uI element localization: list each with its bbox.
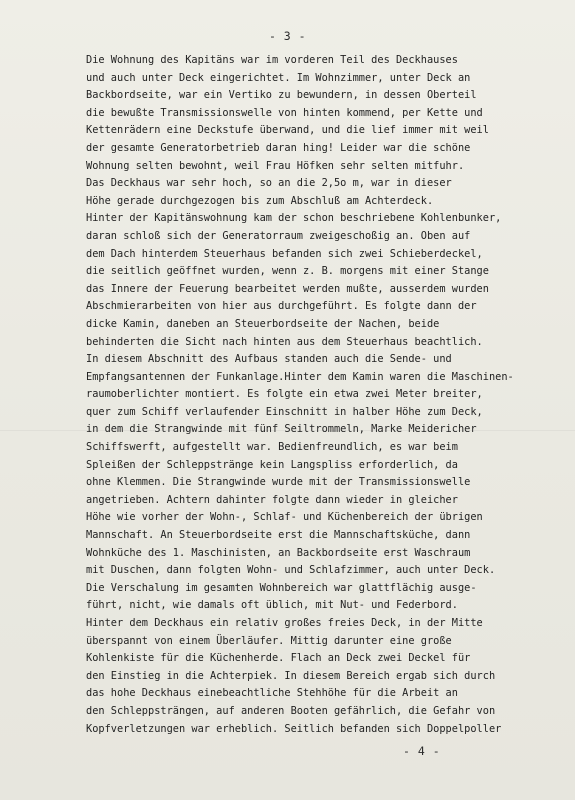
text-line: Das Deckhaus war sehr hoch, so an die 2,5o m, war in dieser	[86, 177, 452, 190]
text-line: und auch unter Deck eingerichtet. Im Wohnzimmer, unter Deck an	[86, 71, 471, 84]
page-number-bottom: - 4 -	[403, 744, 441, 758]
text-line: Die Wohnung des Kapitäns war im vorderen Teil des Deckhauses	[86, 54, 458, 66]
text-line: Empfangsantennen der Funkanlage.Hinter dem Kamin waren die Maschinen-	[86, 370, 514, 383]
body-text	[86, 52, 566, 738]
text-line: Die Verschalung im gesamten Wohnbereich war glattflächig ausge-	[86, 581, 477, 594]
text-line: dicke Kamin, daneben an Steuerbordseite der Nachen, beide	[86, 317, 440, 330]
text-line: Kohlenkiste für die Küchenherde. Flach an Deck zwei Deckel für	[86, 652, 471, 665]
text-line: In diesem Abschnitt des Aufbaus standen auch die Sende- und	[86, 353, 452, 366]
text-line: der gesamte Generatorbetrieb daran hing! Leider war die schöne	[86, 141, 471, 154]
text-line: Abschmierarbeiten von hier aus durchgeführt. Es folgte dann der	[86, 300, 477, 313]
text-line: quer zum Schiff verlaufender Einschnitt in halber Höhe zum Deck,	[86, 405, 483, 418]
text-line: Backbordseite, war ein Vertiko zu bewundern, in dessen Oberteil	[86, 89, 477, 102]
text-line: führt, nicht, wie damals oft üblich, mit Nut- und Federbord.	[86, 599, 458, 612]
text-line: Spleißen der Schleppstränge kein Langspliss erforderlich, da	[86, 458, 458, 471]
text-line: die seitlich geöffnet wurden, wenn z. B. morgens mit einer Stange	[86, 265, 489, 278]
text-line: Hinter dem Deckhaus ein relativ großes freies Deck, in der Mitte	[86, 617, 483, 629]
text-line: dem Dach hinterdem Steuerhaus befanden sich zwei Schieberdeckel,	[86, 247, 483, 260]
text-line: Schiffswerft, aufgestellt war. Bedienfreundlich, es war beim	[86, 441, 458, 454]
text-line: Hinter der Kapitänswohnung kam der schon beschriebene Kohlenbunker,	[86, 212, 502, 225]
text-line: den Einstieg in die Achterpiek. In diesem Bereich ergab sich durch	[86, 669, 496, 682]
text-line: behinderten die Sicht nach hinten aus dem Steuerhaus beachtlich.	[86, 335, 483, 348]
text-line: Wohnküche des 1. Maschinisten, an Backbordseite erst Waschraum	[86, 546, 471, 559]
text-line: Wohnung selten bewohnt, weil Frau Höfken sehr selten mitfuhr.	[86, 159, 465, 172]
text-line: mit Duschen, dann folgten Wohn- und Schlafzimmer, auch unter Deck.	[86, 564, 496, 577]
text-line: das Innere der Feuerung bearbeitet werden mußte, ausserdem wurden	[86, 282, 489, 295]
text-line: raumoberlichter montiert. Es folgte ein etwa zwei Meter breiter,	[86, 388, 483, 401]
text-line: Kettenrädern eine Deckstufe überwand, und die lief immer mit weil	[86, 124, 489, 137]
text-line: daran schloß sich der Generatorraum zweigeschoßig an. Oben auf	[86, 229, 471, 242]
text-line: angetrieben. Achtern dahinter folgte dann wieder in gleicher	[86, 493, 458, 506]
text-line: in dem die Strangwinde mit fünf Seiltrommeln, Marke Meidericher	[86, 423, 477, 436]
text-line: den Schleppsträngen, auf anderen Booten gefährlich, die Gefahr von	[86, 704, 496, 717]
text-line: überspannt von einem Überläufer. Mittig darunter eine große	[86, 634, 452, 647]
text-line: die bewußte Transmissionswelle von hinten kommend, per Kette und	[86, 106, 483, 119]
page-number-top: - 3 -	[268, 29, 307, 43]
text-line: das hohe Deckhaus einebeachtliche Stehhöhe für die Arbeit an	[86, 687, 458, 700]
text-line: Kopfverletzungen war erheblich. Seitlich befanden sich Doppelpoller	[86, 722, 502, 735]
text-line: ohne Klemmen. Die Strangwinde wurde mit der Transmissionswelle	[86, 476, 471, 489]
text-line: Höhe wie vorher der Wohn-, Schlaf- und Küchenbereich der übrigen	[86, 511, 483, 524]
text-line: Mannschaft. An Steuerbordseite erst die Mannschaftsküche, dann	[86, 529, 471, 542]
text-line: Höhe gerade durchgezogen bis zum Abschluß am Achterdeck.	[86, 194, 434, 207]
